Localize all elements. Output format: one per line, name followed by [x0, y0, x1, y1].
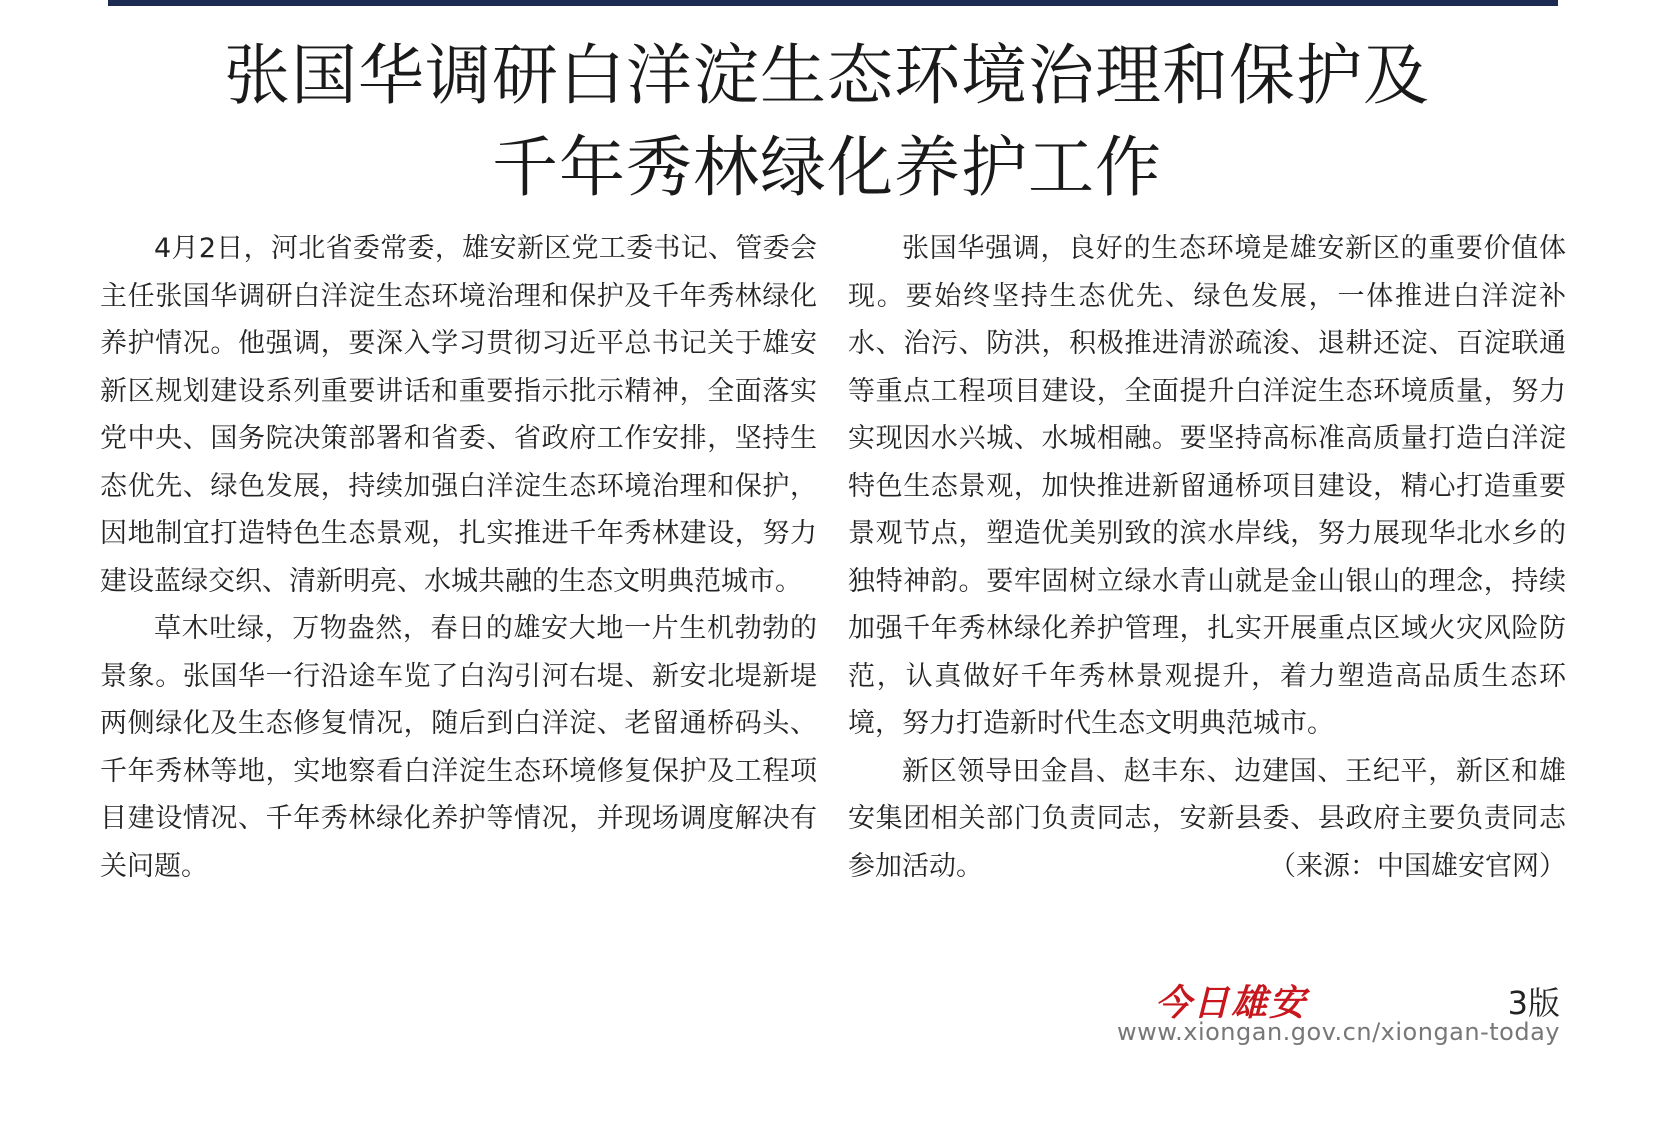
paragraph: 张国华强调，良好的生态环境是雄安新区的重要价值体现。要始终坚持生态优先、绿色发展，一体推进白洋淀补水、治污、防洪，积极推进清淤疏浚、退耕还淀、百淀联通等重点工程项目建设，全面提升白洋淀生态环境质量，努力实现因水兴城、水城相融。要坚持高标准高质量打造白洋淀特色生态景观，加快推进新留通桥项目建设，精心打造重要景观节点，塑造优美别致的滨水岸线，努力展现华北水乡的独特神韵。要牢固树立绿水青山就是金山银山的理念，持续加强千年秀林绿化养护管理，扎实开展重点区域火灾风险防范，认真做好千年秀林景观提升，着力塑造高品质生态环境，努力打造新时代生态文明典范城市。 [848, 233, 1566, 739]
article-source: （来源：中国雄安官网） [1269, 850, 1566, 882]
source-line [848, 843, 1566, 891]
headline [0, 30, 1654, 214]
paragraph-text: 新区领导田金昌、赵丰东、边建国、王纪平，新区和雄安集团相关部门负责同志，安新县委、县政府主要负责同志参加活动。 [848, 755, 1566, 882]
masthead-logo: 今日雄安 [1155, 982, 1308, 1024]
headline-line-1: 张国华调研白洋淀生态环境治理和保护及 [224, 37, 1430, 114]
top-rule [108, 0, 1558, 6]
article-column-right [848, 225, 1566, 890]
paragraph: 草木吐绿，万物盎然，春日的雄安大地一片生机勃勃的景象。张国华一行沿途车览了白沟引河右堤、新安北堤新堤两侧绿化及生态修复情况，随后到白洋淀、老留通桥码头、千年秀林等地，实地察看白洋淀生态环境修复保护及工程项目建设情况、千年秀林绿化养护等情况，并现场调度解决有关问题。 [100, 613, 817, 882]
site-url[interactable]: www.xiongan.gov.cn/xiongan-today [1116, 1018, 1560, 1046]
headline-line-2: 千年秀林绿化养护工作 [492, 129, 1162, 206]
article-column-left [100, 225, 817, 890]
page-number: 3版 [1507, 984, 1560, 1022]
paragraph: 4月2日，河北省委常委，雄安新区党工委书记、管委会主任张国华调研白洋淀生态环境治理和保护及千年秀林绿化养护情况。他强调，要深入学习贯彻习近平总书记关于雄安新区规划建设系列重要讲话和重要指示批示精神，全面落实党中央、国务院决策部署和省委、省政府工作安排，坚持生态优先、绿色发展，持续加强白洋淀生态环境治理和保护，因地制宜打造特色生态景观，扎实推进千年秀林建设，努力建设蓝绿交织、清新明亮、水城共融的生态文明典范城市。 [100, 233, 817, 597]
